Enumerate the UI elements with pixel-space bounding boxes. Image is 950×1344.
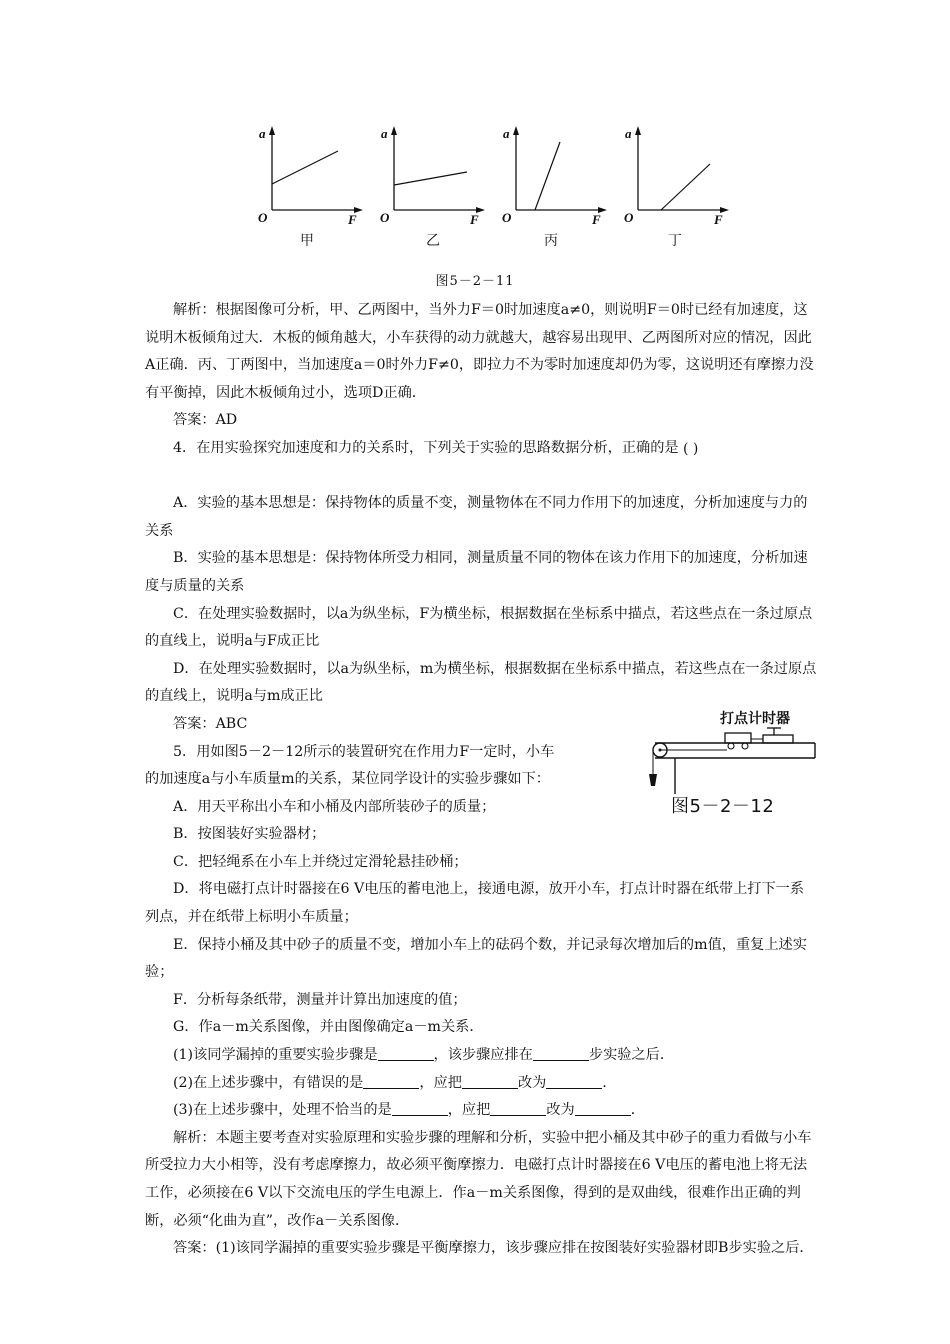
graph-yi-origin: O xyxy=(380,210,390,225)
q5-sub2-text-d: ． xyxy=(602,1074,617,1091)
q4-option-b: B．实验的基本思想是：保持物体所受力相同，测量质量不同的物体在该力作用下的加速度，分析加速度与质量的关系 xyxy=(145,550,808,594)
figure2-caption: 图5－2－12 xyxy=(671,796,775,817)
q5-step-e: E．保持小桶及其中砂子的质量不变，增加小车上的砝码个数，并记录每次增加后的m值，重复上述实验； xyxy=(145,936,807,981)
graph-ding-origin: O xyxy=(624,210,634,225)
analysis3: 解析：根据图像可分析，甲、乙两图中，当外力F＝0时加速度a≠0，则说明F＝0时已经有加速度，这说明木板倾角过大．木板的倾角越大，小车获得的动力就越大，越容易出现甲、乙两图所对应的情况，因此A正确．丙、丁两图中，当加速度a＝0时外力F≠0，即拉力不为零时加速度却仍为零，这说明还有摩擦力没有平衡掉，因此木板倾角过小，选项D正确． xyxy=(145,302,814,401)
graph-ding-name: 丁 xyxy=(668,233,682,249)
q5-sub2-blank-3 xyxy=(546,1074,602,1089)
graph-yi-line xyxy=(394,172,467,185)
q5-sub2-text-c: 改为 xyxy=(517,1074,547,1091)
timer-icon xyxy=(763,735,793,743)
q5-sub3 xyxy=(145,1097,817,1125)
graph-bing xyxy=(496,118,606,258)
graph-yi-name: 乙 xyxy=(426,233,440,249)
q5-sub3-text-a: (3)在上述步骤中，处理不恰当的是 xyxy=(173,1102,392,1119)
q4-stem: 4．在用实验探究加速度和力的关系时，下列关于实验的思路数据分析，正确的是 xyxy=(173,439,679,456)
graph-ding-plot xyxy=(618,118,728,228)
graph-ding-x-label: F xyxy=(714,212,723,227)
q5-answer: 答案：(1)该同学漏掉的重要实验步骤是平衡摩擦力，该步骤应排在按图装好实验器材即B步实验之后． xyxy=(173,1240,814,1257)
q5-sub2-text-b: ，应把 xyxy=(419,1074,462,1091)
q5-sub2-blank-2 xyxy=(462,1074,518,1089)
q5-sub1-text-c: 步实验之后． xyxy=(588,1047,675,1064)
q5-sub2 xyxy=(145,1070,817,1098)
q5-sub1 xyxy=(145,1042,817,1070)
q5-analysis: 解析：本题主要考查对实验原理和实验步骤的理解和分析，实验中把小桶及其中砂子的重力看做与小车所受拉力大小相等，没有考虑摩擦力，故必须平衡摩擦力．电磁打点计时器接在6 V电压的蓄电池上将无法工作，必须接在6 V以下交流电压的学生电源上．作a－m关系图像，得到的是双曲线，很难作出正确的判断，必须“化曲为直”，改作a－关系图像． xyxy=(145,1129,812,1229)
q5-sub3-blank-2 xyxy=(490,1101,546,1116)
q5-sub3-text-d: ． xyxy=(630,1102,645,1119)
q5-step-f: F．分析每条纸带，测量并计算出加速度的值； xyxy=(173,991,467,1008)
graph-bing-name: 丙 xyxy=(544,233,558,249)
q5-sub1-text-a: (1)该同学漏掉的重要实验步骤是 xyxy=(173,1047,378,1064)
q5-step-c: C．把轻绳系在小车上并绕过定滑轮悬挂砂桶； xyxy=(173,853,468,870)
q5-sub1-blank-1 xyxy=(378,1046,434,1061)
graph-jia-name: 甲 xyxy=(300,233,314,249)
graph-jia-y-label: a xyxy=(259,126,266,141)
q4-option-d: D．在处理实验数据时，以a为纵坐标，m为横坐标，根据数据在坐标系中描点，若这些点在一条过原点的直线上，说明a与m成正比 xyxy=(145,660,817,705)
apparatus-drawing xyxy=(645,706,820,796)
apparatus-figure xyxy=(645,706,820,821)
figure-graphs xyxy=(250,118,750,258)
graph-yi-x-label: F xyxy=(470,212,479,227)
q5-sub3-blank-3 xyxy=(575,1101,631,1116)
graph-jia-x-label: F xyxy=(348,212,357,227)
graph-jia-line xyxy=(272,151,338,184)
graph-bing-origin: O xyxy=(502,210,512,225)
q4-spacer xyxy=(145,463,817,491)
q5-step-d: D．将电磁打点计时器接在6 V电压的蓄电池上，接通电源，放开小车，打点计时器在纸带上打下一系列点，并在纸带上标明小车质量； xyxy=(145,881,805,926)
answer3: 答案：AD xyxy=(173,412,238,429)
apparatus-label: 打点计时器 xyxy=(720,711,790,727)
graph-jia xyxy=(252,118,362,258)
cart-icon xyxy=(725,733,751,743)
q5-step-b: B．按图装好实验器材； xyxy=(173,826,326,843)
q5-sub1-text-b: ，该步骤应排在 xyxy=(433,1047,533,1064)
q5-sub3-text-b: ，应把 xyxy=(447,1102,491,1119)
q5-sub2-text-a: (2)在上述步骤中，有错误的是 xyxy=(173,1074,364,1091)
graph-ding xyxy=(618,118,728,258)
q4-option-c: C．在处理实验数据时，以a为纵坐标，F为横坐标，根据数据在坐标系中描点，若这些点在一条过原点的直线上，说明a与F成正比 xyxy=(145,605,813,650)
q5-stem-line1: 5．用如图5－2－12所示的装置研究在作用力F一定时，小车 xyxy=(173,743,555,760)
graph-ding-y-label: a xyxy=(625,126,632,141)
q5-sub3-blank-1 xyxy=(392,1101,448,1116)
q5-step-a: A．用天平称出小车和小桶及内部所装砂子的质量； xyxy=(173,798,496,815)
graph-yi-plot xyxy=(374,118,484,228)
graph-bing-line xyxy=(535,142,560,210)
graph-yi xyxy=(374,118,484,258)
q4-answer-paren: ( ) xyxy=(683,441,699,457)
q4-option-a: A．实验的基本思想是：保持物体的质量不变，测量物体在不同力作用下的加速度，分析加速度与力的关系 xyxy=(145,495,808,539)
graph-ding-line xyxy=(661,164,710,210)
graph-jia-origin: O xyxy=(258,210,268,225)
graph-jia-plot xyxy=(252,118,362,228)
graph-bing-plot xyxy=(496,118,606,228)
q4-answer: 答案：ABC xyxy=(173,715,248,732)
q5-sub3-text-c: 改为 xyxy=(546,1102,575,1119)
q5-step-g: G．作a－m关系图像，并由图像确定a－m关系． xyxy=(173,1019,484,1036)
graph-yi-y-label: a xyxy=(381,126,388,141)
figure1-caption: 图5－2－11 xyxy=(435,274,515,289)
q5-sub1-blank-2 xyxy=(533,1046,589,1061)
graph-bing-x-label: F xyxy=(592,212,601,227)
sand-bucket-icon xyxy=(649,774,657,786)
q5-stem-line2: 的加速度a与小车质量m的关系，某位同学设计的实验步骤如下： xyxy=(145,771,550,788)
graph-bing-y-label: a xyxy=(503,126,510,141)
q5-sub2-blank-1 xyxy=(363,1074,419,1089)
